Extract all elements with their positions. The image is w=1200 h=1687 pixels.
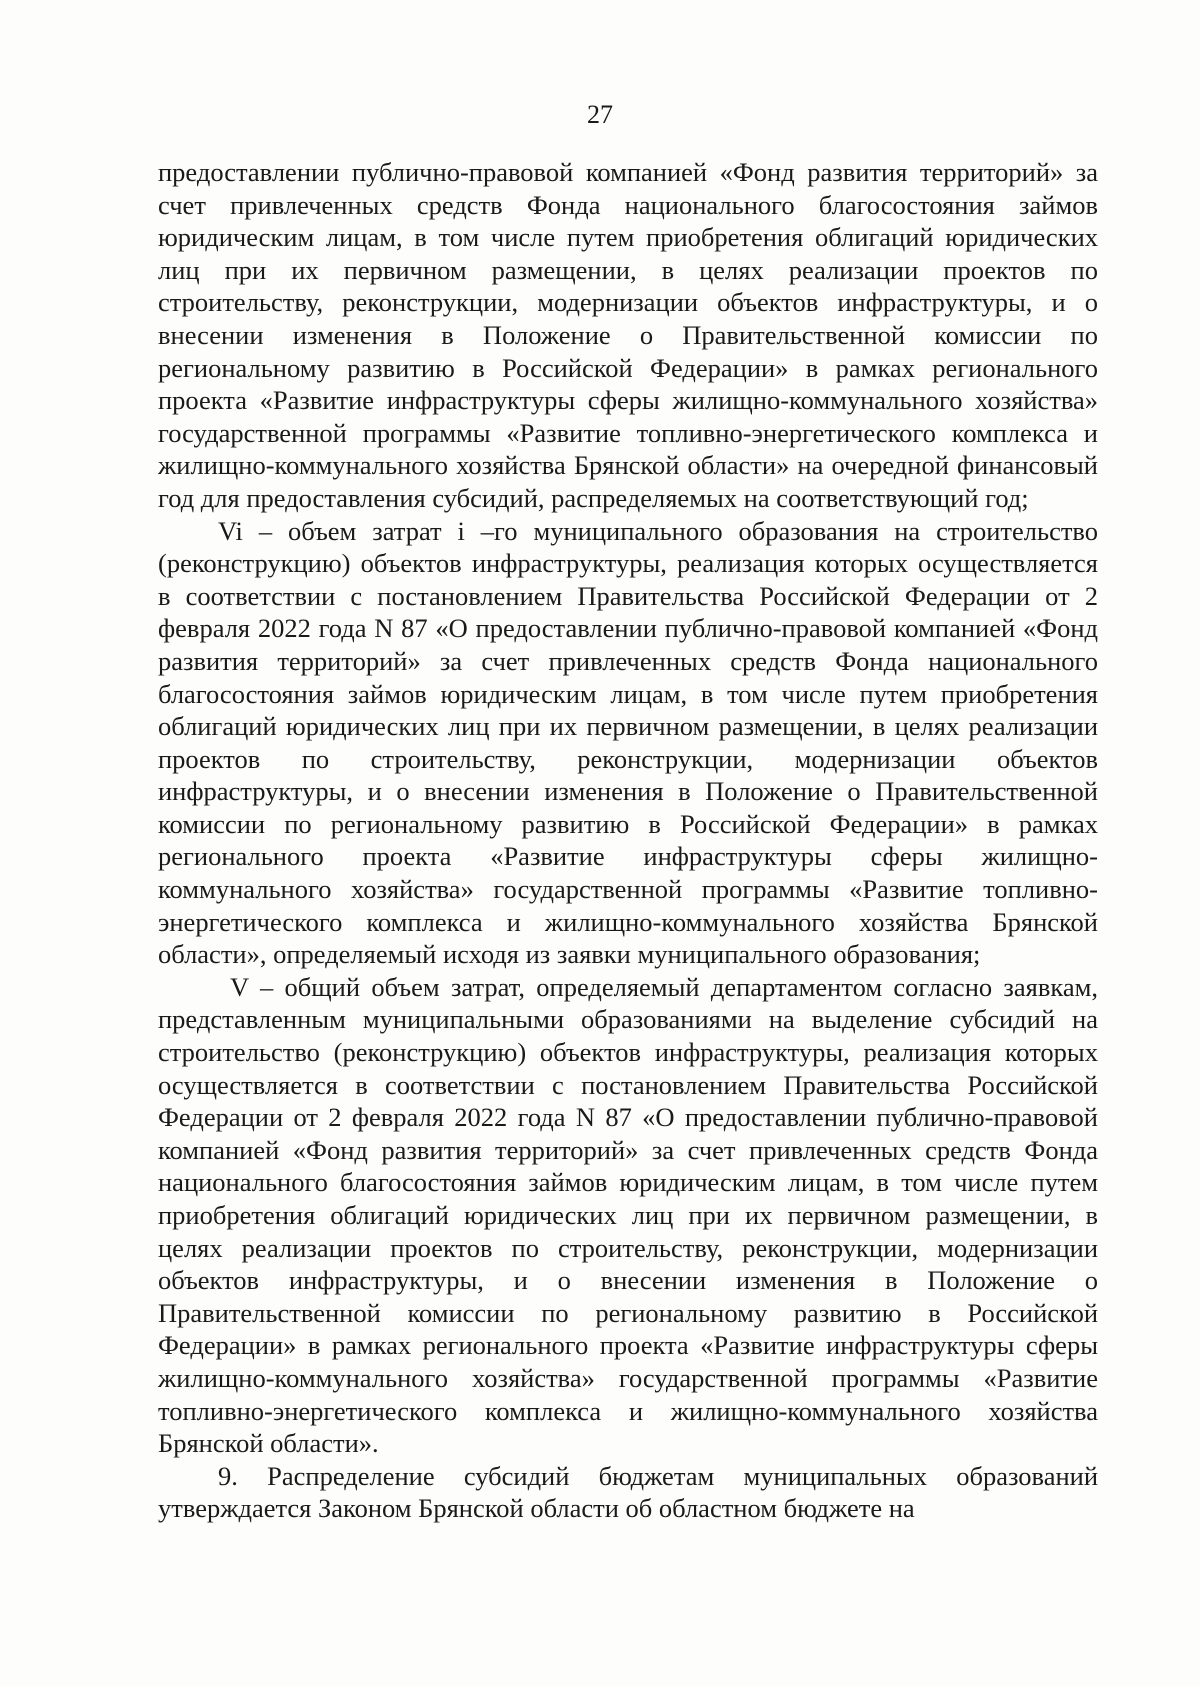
paragraph-clause-9: 9. Распределение субсидий бюджетам муниципальных образований утверждается Законом Брянской области об областном бюджете на bbox=[158, 1460, 1098, 1524]
page-number: 27 bbox=[587, 100, 613, 129]
paragraph-v-definition: V – общий объем затрат, определяемый департаментом согласно заявкам, представленным муниципальными образованиями на выделение субсидий на строительство (реконструкцию) объектов инфраструктуры, реализация которых осуществляется в соответствии с постановлением Правительства Российской Федерации от 2 февраля 2022 года N 87 «О предоставлении публично-правовой компанией «Фонд развития территорий» за счет привлеченных средств Фонда национального благосостояния займов юридическим лицам, в том числе путем приобретения облигаций юридических лиц при их первичном размещении, в целях реализации проектов по строительству, реконструкции, модернизации объектов инфраструктуры, и о внесении изменения в Положение о Правительственной комиссии по региональному развитию в Российской Федерации» в рамках регионального проекта «Развитие инфраструктуры сферы жилищно-коммунального хозяйства» государственной программы «Развитие топливно-энергетического комплекса и жилищно-коммунального хозяйства Брянской области». bbox=[158, 971, 1098, 1459]
paragraph-continuation: предоставлении публично-правовой компанией «Фонд развития территорий» за счет привлеченных средств Фонда национального благосостояния займов юридическим лицам, в том числе путем приобретения облигаций юридических лиц при их первичном размещении, в целях реализации проектов по строительству, реконструкции, модернизации объектов инфраструктуры, и о внесении изменения в Положение о Правительственной комиссии по региональному развитию в Российской Федерации» в рамках регионального проекта «Развитие инфраструктуры сферы жилищно-коммунального хозяйства» государственной программы «Развитие топливно-энергетического комплекса и жилищно-коммунального хозяйства Брянской области» на очередной финансовый год для предоставления субсидий, распределяемых на соответствующий год; bbox=[158, 157, 1098, 513]
document-body bbox=[158, 156, 1098, 1525]
paragraph-vi-definition: Vi – объем затрат i –го муниципального образования на строительство (реконструкцию) объектов инфраструктуры, реализация которых осуществляется в соответствии с постановлением Правительства Российской Федерации от 2 февраля 2022 года N 87 «О предоставлении публично-правовой компанией «Фонд развития территорий» за счет привлеченных средств Фонда национального благосостояния займов юридическим лицам, в том числе путем приобретения облигаций юридических лиц при их первичном размещении, в целях реализации проектов по строительству, реконструкции, модернизации объектов инфраструктуры, и о внесении изменения в Положение о Правительственной комиссии по региональному развитию в Российской Федерации» в рамках регионального проекта «Развитие инфраструктуры сферы жилищно-коммунального хозяйства» государственной программы «Развитие топливно-энергетического комплекса и жилищно-коммунального хозяйства Брянской области», определяемый исходя из заявки муниципального образования; bbox=[158, 515, 1098, 970]
